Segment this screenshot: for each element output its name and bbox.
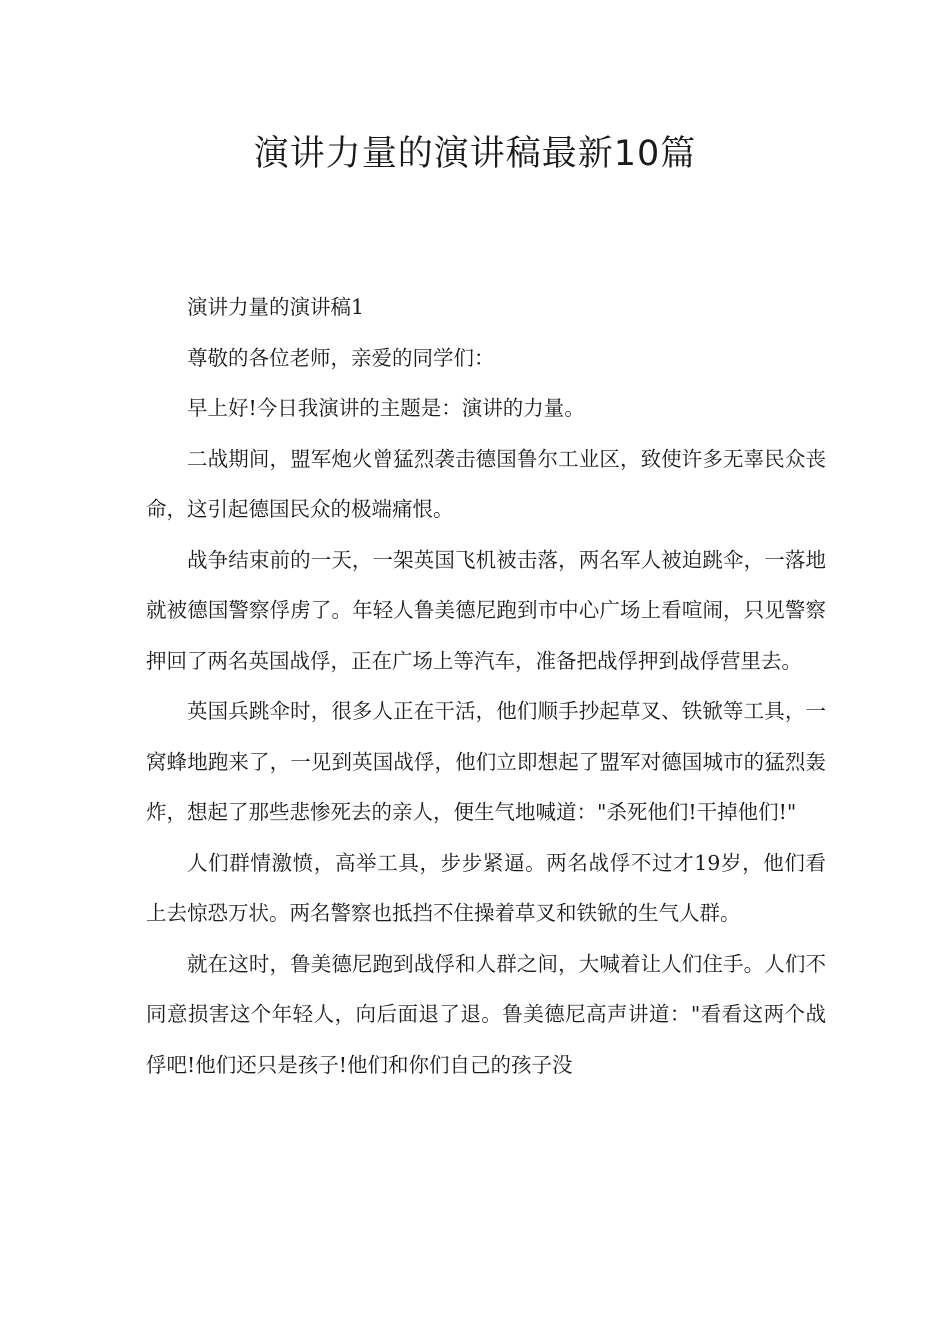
paragraph: 英国兵跳伞时，很多人正在干活，他们顺手抄起草叉、铁锨等工具，一窝蜂地跑来了，一见到英国战俘，他们立即想起了盟军对德国城市的猛烈轰炸，想起了那些悲惨死去的亲人，便生气地喊道："杀死他们!干掉他们!" <box>146 699 826 824</box>
document-body <box>146 282 826 1090</box>
paragraph-salutation: 尊敬的各位老师，亲爱的同学们： <box>187 345 495 370</box>
paragraph: 就在这时，鲁美德尼跑到战俘和人群之间，大喊着让人们住手。人们不同意损害这个年轻人，向后面退了退。鲁美德尼高声讲道："看看这两个战俘吧!他们还只是孩子!他们和你们自己的孩子没 <box>146 951 826 1077</box>
paragraph: 战争结束前的一天，一架英国飞机被击落，两名军人被迫跳伞，一落地就被德国警察俘虏了。年轻人鲁美德尼跑到市中心广场上看喧闹，只见警察押回了两名英国战俘，正在广场上等汽车，准备把战俘押到战俘营里去。 <box>146 547 826 673</box>
paragraph: 二战期间，盟军炮火曾猛烈袭击德国鲁尔工业区，致使许多无辜民众丧命，这引起德国民众的极端痛恨。 <box>146 446 826 521</box>
document-title: 演讲力量的演讲稿最新10篇 <box>253 134 697 174</box>
paragraph: 人们群情激愤，高举工具，步步紧逼。两名战俘不过才19岁，他们看上去惊恐万状。两名警察也抵挡不住操着草叉和铁锨的生气人群。 <box>146 850 826 925</box>
paragraph-greeting: 早上好!今日我演讲的主题是：演讲的力量。 <box>187 396 585 420</box>
paragraph-heading: 演讲力量的演讲稿1 <box>187 295 365 319</box>
